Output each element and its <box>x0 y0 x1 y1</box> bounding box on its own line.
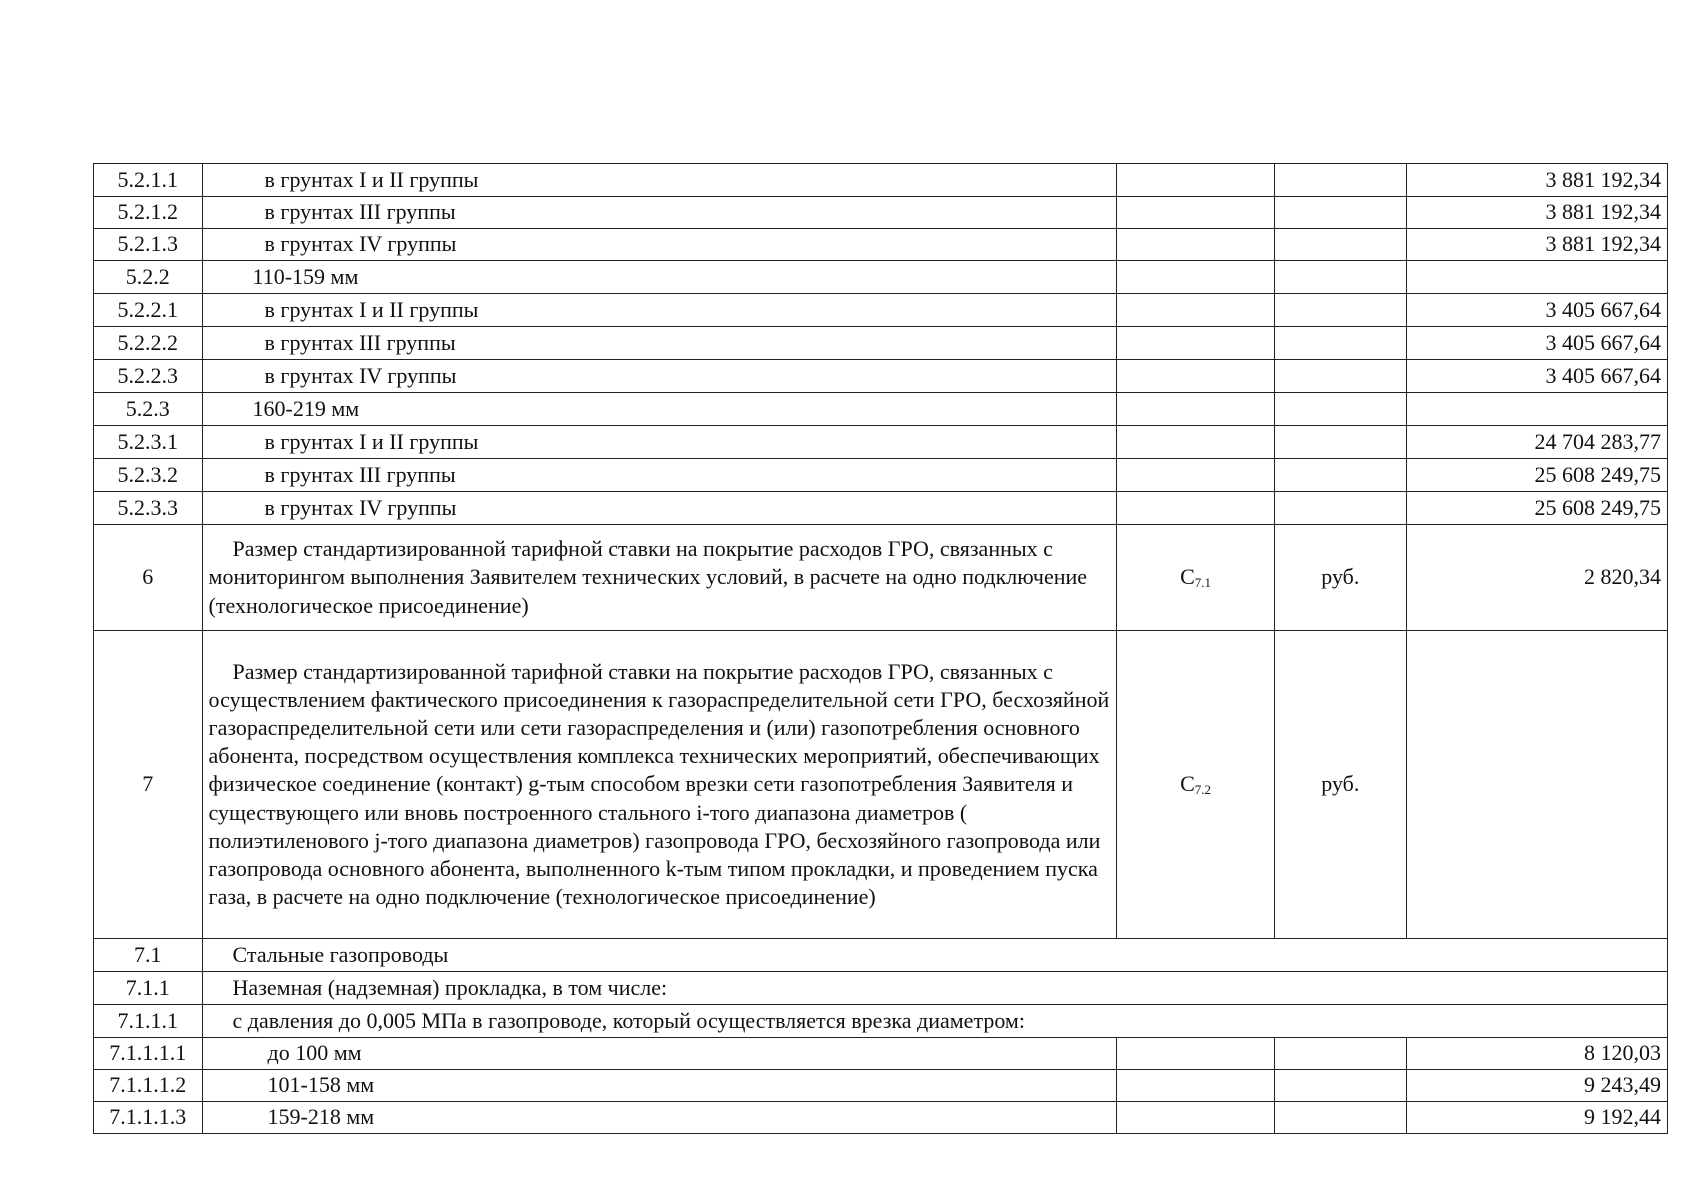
row-unit <box>1274 197 1406 229</box>
symbol-letter: С <box>1180 771 1195 797</box>
row-value: 3 881 192,34 <box>1406 197 1667 229</box>
row-number: 5.2.1.2 <box>94 197 203 229</box>
symbol-subscript: 7.1 <box>1194 575 1212 591</box>
section-row <box>94 1005 1668 1038</box>
table-row-6 <box>94 525 1668 631</box>
row-unit <box>1274 1038 1406 1070</box>
row-unit <box>1274 393 1406 426</box>
table-row <box>94 229 1668 261</box>
row-number: 7.1.1.1.3 <box>94 1102 203 1134</box>
row-number: 5.2.3.1 <box>94 426 203 459</box>
row-number: 5.2.1.3 <box>94 229 203 261</box>
table-row <box>94 261 1668 294</box>
row-value: 9 192,44 <box>1406 1102 1667 1134</box>
row-symbol <box>1117 229 1275 261</box>
table-row <box>94 294 1668 327</box>
row-name: 110-159 мм <box>202 261 1117 294</box>
table-row <box>94 164 1668 197</box>
row-unit <box>1274 459 1406 492</box>
section-row <box>94 939 1668 972</box>
row-symbol <box>1117 327 1275 360</box>
row-number: 6 <box>94 525 203 631</box>
table-row-7 <box>94 631 1668 939</box>
row-description <box>202 525 1117 631</box>
table-row <box>94 197 1668 229</box>
row-name: в грунтах IV группы <box>202 229 1117 261</box>
row-description-text: Размер стандартизированной тарифной ставки на покрытие расходов ГРО, связанных с осуществлением фактического присоединения к газораспределительной сети ГРО, бесхозяйной газораспределительной сети или сети газораспределения и (или) газопотребления основного абонента, посредством осуществления комплекса технических мероприятий, обеспечивающих физическое соединение (контакт) g-тым способом врезки сети газопотребления Заявителя и существующего или вновь построенного стального i-того диапазона диаметров ( полиэтиленового j-того диапазона диаметров) газопровода ГРО, бесхозяйного газопровода или газопровода основного абонента, выполненного k-тым типом прокладки, и проведением пуска газа, в расчете на одно подключение (технологическое присоединение) <box>208 658 1110 910</box>
table-row <box>94 426 1668 459</box>
table-row <box>94 1070 1668 1102</box>
row-name: 160-219 мм <box>202 393 1117 426</box>
row-unit: руб. <box>1274 631 1406 939</box>
table-row <box>94 1038 1668 1070</box>
row-symbol <box>1117 1038 1275 1070</box>
row-name: в грунтах IV группы <box>202 360 1117 393</box>
row-unit <box>1274 294 1406 327</box>
row-number: 7.1.1.1.2 <box>94 1070 203 1102</box>
row-number: 7.1 <box>94 939 203 972</box>
row-symbol <box>1117 525 1275 631</box>
row-value: 25 608 249,75 <box>1406 492 1667 525</box>
row-number: 7.1.1 <box>94 972 203 1005</box>
tariff-table <box>93 163 1668 1134</box>
row-symbol <box>1117 197 1275 229</box>
row-unit: руб. <box>1274 525 1406 631</box>
row-name: в грунтах I и II группы <box>202 164 1117 197</box>
row-value: 3 881 192,34 <box>1406 164 1667 197</box>
row-value: 3 405 667,64 <box>1406 294 1667 327</box>
row-symbol <box>1117 459 1275 492</box>
row-number: 5.2.1.1 <box>94 164 203 197</box>
row-number: 5.2.2 <box>94 261 203 294</box>
row-name: до 100 мм <box>202 1038 1117 1070</box>
table-row <box>94 1102 1668 1134</box>
row-unit <box>1274 261 1406 294</box>
row-value <box>1406 261 1667 294</box>
row-symbol <box>1117 164 1275 197</box>
row-value <box>1406 631 1667 939</box>
row-symbol <box>1117 1102 1275 1134</box>
row-unit <box>1274 1102 1406 1134</box>
row-symbol <box>1117 393 1275 426</box>
symbol-letter: С <box>1180 564 1195 590</box>
row-unit <box>1274 229 1406 261</box>
symbol-subscript: 7.2 <box>1194 782 1212 798</box>
row-value <box>1406 393 1667 426</box>
row-number: 5.2.3.3 <box>94 492 203 525</box>
row-description <box>202 631 1117 939</box>
row-name: Наземная (надземная) прокладка, в том числе: <box>202 972 1667 1005</box>
row-name: 159-218 мм <box>202 1102 1117 1134</box>
row-name: в грунтах III группы <box>202 197 1117 229</box>
row-symbol <box>1117 631 1275 939</box>
row-unit <box>1274 1070 1406 1102</box>
row-value: 2 820,34 <box>1406 525 1667 631</box>
table-row <box>94 360 1668 393</box>
row-name: в грунтах III группы <box>202 327 1117 360</box>
row-value: 8 120,03 <box>1406 1038 1667 1070</box>
table-row <box>94 492 1668 525</box>
row-number: 7.1.1.1.1 <box>94 1038 203 1070</box>
row-number: 5.2.2.2 <box>94 327 203 360</box>
row-value: 25 608 249,75 <box>1406 459 1667 492</box>
row-value: 24 704 283,77 <box>1406 426 1667 459</box>
row-number: 7.1.1.1 <box>94 1005 203 1038</box>
row-description-text: Размер стандартизированной тарифной ставки на покрытие расходов ГРО, связанных с мониторингом выполнения Заявителем технических условий, в расчете на одно подключение (технологическое присоединение) <box>208 536 1088 618</box>
row-number: 5.2.3 <box>94 393 203 426</box>
row-unit <box>1274 164 1406 197</box>
row-symbol <box>1117 426 1275 459</box>
row-name: в грунтах I и II группы <box>202 294 1117 327</box>
row-name: в грунтах IV группы <box>202 492 1117 525</box>
row-name: в грунтах I и II группы <box>202 426 1117 459</box>
row-value: 3 405 667,64 <box>1406 327 1667 360</box>
row-number: 5.2.2.1 <box>94 294 203 327</box>
row-name: в грунтах III группы <box>202 459 1117 492</box>
row-symbol <box>1117 1070 1275 1102</box>
row-name: с давления до 0,005 МПа в газопроводе, который осуществляется врезка диаметром: <box>202 1005 1667 1038</box>
row-value: 9 243,49 <box>1406 1070 1667 1102</box>
row-symbol <box>1117 360 1275 393</box>
row-name: 101-158 мм <box>202 1070 1117 1102</box>
row-number: 7 <box>94 631 203 939</box>
row-value: 3 881 192,34 <box>1406 229 1667 261</box>
row-symbol <box>1117 261 1275 294</box>
row-symbol <box>1117 492 1275 525</box>
row-name: Стальные газопроводы <box>202 939 1667 972</box>
row-number: 5.2.3.2 <box>94 459 203 492</box>
row-value: 3 405 667,64 <box>1406 360 1667 393</box>
row-unit <box>1274 327 1406 360</box>
row-unit <box>1274 492 1406 525</box>
table-row <box>94 459 1668 492</box>
row-symbol <box>1117 294 1275 327</box>
row-unit <box>1274 426 1406 459</box>
row-unit <box>1274 360 1406 393</box>
table-row <box>94 327 1668 360</box>
table-row <box>94 393 1668 426</box>
row-number: 5.2.2.3 <box>94 360 203 393</box>
section-row <box>94 972 1668 1005</box>
